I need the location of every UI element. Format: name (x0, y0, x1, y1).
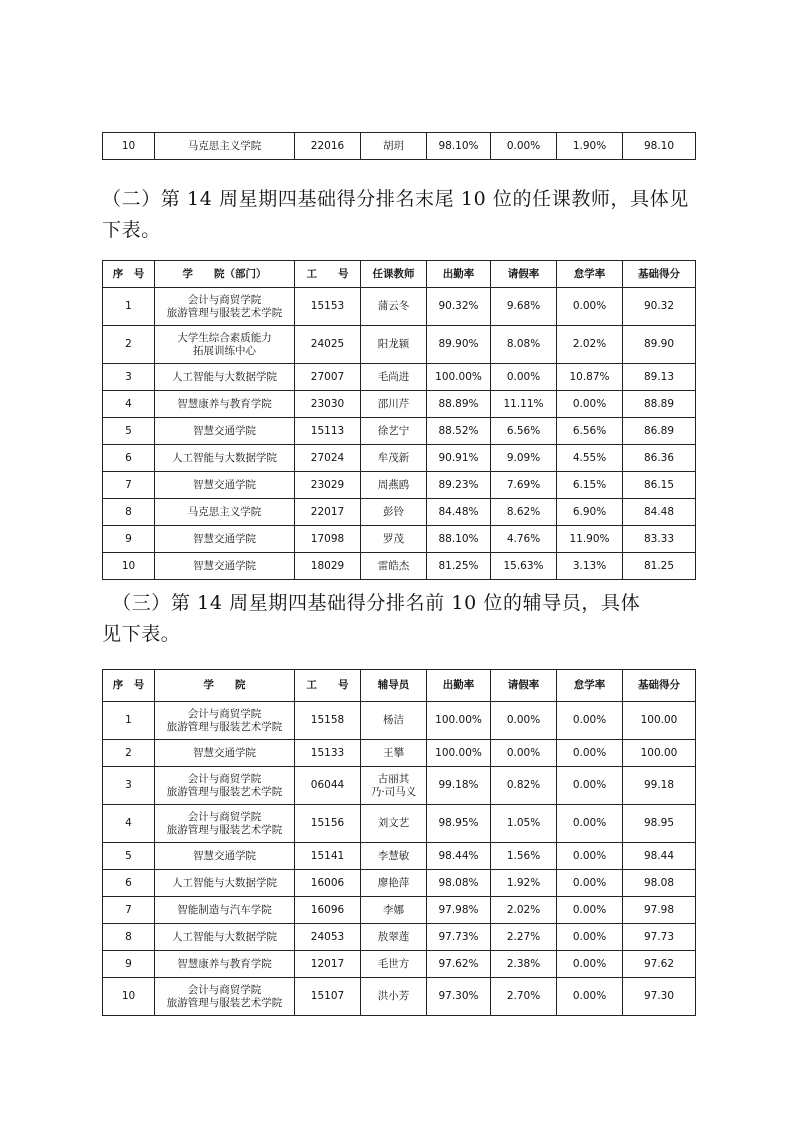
cell-college: 会计与商贸学院 旅游管理与服装艺术学院 (155, 805, 295, 843)
cell-index: 2 (103, 740, 155, 767)
cell-index: 1 (103, 702, 155, 740)
cell-score: 86.36 (623, 445, 696, 472)
cell-person: 刘文艺 (361, 805, 427, 843)
cell-college: 智慧康养与教育学院 (155, 951, 295, 978)
cell-truancy: 6.15% (557, 472, 623, 499)
cell-college: 智慧交通学院 (155, 553, 295, 580)
cell-truancy: 0.00% (557, 805, 623, 843)
cell-truancy: 0.00% (557, 951, 623, 978)
table-row (103, 767, 696, 805)
top-table (102, 132, 696, 160)
section3-heading (102, 588, 702, 650)
cell-college: 会计与商贸学院 旅游管理与服装艺术学院 (155, 288, 295, 326)
table2-header-teacher: 任课教师 (361, 261, 427, 288)
cell-index: 4 (103, 391, 155, 418)
table-row (103, 288, 696, 326)
cell-score: 100.00 (623, 740, 696, 767)
cell-attendance: 97.98% (427, 897, 491, 924)
cell-attendance: 84.48% (427, 499, 491, 526)
section2-heading (102, 184, 702, 246)
cell-person: 毛世方 (361, 951, 427, 978)
cell-attendance: 88.52% (427, 418, 491, 445)
cell-score: 97.62 (623, 951, 696, 978)
table-row (103, 897, 696, 924)
cell-index: 6 (103, 445, 155, 472)
section2-text: （二）第 14 周星期四基础得分排名末尾 10 位的任课教师，具体见 下表。 (102, 188, 689, 241)
table-row (103, 472, 696, 499)
cell-staff-id: 15158 (295, 702, 361, 740)
cell-score: 83.33 (623, 526, 696, 553)
cell-index: 2 (103, 326, 155, 364)
table-row (103, 326, 696, 364)
cell-staff-id: 24053 (295, 924, 361, 951)
cell-leave: 0.00% (491, 364, 557, 391)
cell-leave: 1.56% (491, 843, 557, 870)
table2-header-college: 学 院（部门） (155, 261, 295, 288)
cell-leave: 2.38% (491, 951, 557, 978)
cell-person: 杨洁 (361, 702, 427, 740)
cell-index: 7 (103, 897, 155, 924)
cell-attendance: 89.90% (427, 326, 491, 364)
cell-person: 牟茂新 (361, 445, 427, 472)
cell-index: 9 (103, 951, 155, 978)
cell-college: 智慧康养与教育学院 (155, 391, 295, 418)
cell-score: 98.95 (623, 805, 696, 843)
cell-college: 人工智能与大数据学院 (155, 445, 295, 472)
cell-leave: 1.92% (491, 870, 557, 897)
cell-truancy: 10.87% (557, 364, 623, 391)
cell-score: 98.08 (623, 870, 696, 897)
cell-college: 智慧交通学院 (155, 740, 295, 767)
cell-score: 89.13 (623, 364, 696, 391)
cell-staff-id: 22016 (295, 133, 361, 160)
cell-person: 廖艳萍 (361, 870, 427, 897)
cell-college: 会计与商贸学院 旅游管理与服装艺术学院 (155, 702, 295, 740)
table-row (103, 843, 696, 870)
cell-college: 智慧交通学院 (155, 472, 295, 499)
cell-staff-id: 16096 (295, 897, 361, 924)
cell-attendance: 97.30% (427, 978, 491, 1016)
cell-truancy: 0.00% (557, 391, 623, 418)
table2-header-index: 序 号 (103, 261, 155, 288)
table-row (103, 418, 696, 445)
cell-college: 人工智能与大数据学院 (155, 924, 295, 951)
cell-attendance: 90.32% (427, 288, 491, 326)
table-row (103, 924, 696, 951)
cell-person: 王攀 (361, 740, 427, 767)
cell-person: 胡玥 (361, 133, 427, 160)
cell-attendance: 98.44% (427, 843, 491, 870)
table-row (103, 740, 696, 767)
table3-header-score: 基础得分 (623, 670, 696, 702)
bottom-teachers-table (102, 260, 696, 580)
cell-college: 马克思主义学院 (155, 499, 295, 526)
cell-staff-id: 27024 (295, 445, 361, 472)
cell-leave: 2.70% (491, 978, 557, 1016)
cell-attendance: 100.00% (427, 740, 491, 767)
cell-attendance: 98.08% (427, 870, 491, 897)
cell-staff-id: 17098 (295, 526, 361, 553)
table2-header-attendance: 出勤率 (427, 261, 491, 288)
cell-leave: 8.62% (491, 499, 557, 526)
cell-truancy: 0.00% (557, 702, 623, 740)
table-row (103, 364, 696, 391)
cell-person: 彭铃 (361, 499, 427, 526)
cell-staff-id: 15133 (295, 740, 361, 767)
cell-staff-id: 06044 (295, 767, 361, 805)
cell-leave: 0.00% (491, 133, 557, 160)
cell-index: 3 (103, 767, 155, 805)
cell-attendance: 97.62% (427, 951, 491, 978)
table2-header-leave: 请假率 (491, 261, 557, 288)
cell-leave: 0.00% (491, 702, 557, 740)
table-row (103, 870, 696, 897)
cell-person: 徐艺宁 (361, 418, 427, 445)
cell-leave: 1.05% (491, 805, 557, 843)
cell-score: 90.32 (623, 288, 696, 326)
cell-leave: 0.00% (491, 740, 557, 767)
cell-leave: 15.63% (491, 553, 557, 580)
cell-index: 8 (103, 499, 155, 526)
table-row (103, 553, 696, 580)
cell-truancy: 0.00% (557, 924, 623, 951)
table-row (103, 133, 696, 160)
cell-truancy: 0.00% (557, 870, 623, 897)
cell-index: 10 (103, 553, 155, 580)
cell-leave: 6.56% (491, 418, 557, 445)
cell-staff-id: 15156 (295, 805, 361, 843)
cell-college: 智慧交通学院 (155, 526, 295, 553)
cell-college: 大学生综合素质能力 拓展训练中心 (155, 326, 295, 364)
table-row (103, 805, 696, 843)
cell-attendance: 81.25% (427, 553, 491, 580)
cell-staff-id: 16006 (295, 870, 361, 897)
cell-score: 98.10 (623, 133, 696, 160)
cell-staff-id: 15113 (295, 418, 361, 445)
cell-index: 5 (103, 418, 155, 445)
table-row (103, 978, 696, 1016)
cell-truancy: 2.02% (557, 326, 623, 364)
cell-attendance: 99.18% (427, 767, 491, 805)
table3-header-staff-id: 工 号 (295, 670, 361, 702)
table-row (103, 526, 696, 553)
cell-staff-id: 24025 (295, 326, 361, 364)
cell-staff-id: 15153 (295, 288, 361, 326)
cell-attendance: 98.95% (427, 805, 491, 843)
cell-staff-id: 23029 (295, 472, 361, 499)
table2-header-truancy: 怠学率 (557, 261, 623, 288)
cell-attendance: 88.10% (427, 526, 491, 553)
cell-person: 蒲云冬 (361, 288, 427, 326)
cell-truancy: 6.90% (557, 499, 623, 526)
cell-index: 8 (103, 924, 155, 951)
cell-truancy: 3.13% (557, 553, 623, 580)
cell-score: 97.30 (623, 978, 696, 1016)
cell-staff-id: 23030 (295, 391, 361, 418)
cell-leave: 7.69% (491, 472, 557, 499)
cell-attendance: 97.73% (427, 924, 491, 951)
table2-header-score: 基础得分 (623, 261, 696, 288)
cell-truancy: 0.00% (557, 843, 623, 870)
cell-person: 雷皓杰 (361, 553, 427, 580)
table-row (103, 499, 696, 526)
cell-person: 邵川芹 (361, 391, 427, 418)
table-row (103, 951, 696, 978)
table3-header-truancy: 怠学率 (557, 670, 623, 702)
cell-attendance: 89.23% (427, 472, 491, 499)
cell-truancy: 0.00% (557, 978, 623, 1016)
cell-staff-id: 15107 (295, 978, 361, 1016)
cell-index: 5 (103, 843, 155, 870)
cell-truancy: 0.00% (557, 288, 623, 326)
table3-header-index: 序 号 (103, 670, 155, 702)
cell-attendance: 90.91% (427, 445, 491, 472)
cell-leave: 11.11% (491, 391, 557, 418)
cell-person: 阳龙颍 (361, 326, 427, 364)
cell-college: 人工智能与大数据学院 (155, 364, 295, 391)
cell-college: 人工智能与大数据学院 (155, 870, 295, 897)
cell-score: 81.25 (623, 553, 696, 580)
cell-attendance: 100.00% (427, 364, 491, 391)
cell-person: 洪小芳 (361, 978, 427, 1016)
cell-truancy: 1.90% (557, 133, 623, 160)
cell-college: 智慧交通学院 (155, 843, 295, 870)
cell-score: 86.15 (623, 472, 696, 499)
table3-header-counselor: 辅导员 (361, 670, 427, 702)
table2-header-row (103, 261, 696, 288)
top-counselors-table (102, 669, 696, 1016)
cell-score: 88.89 (623, 391, 696, 418)
cell-score: 97.98 (623, 897, 696, 924)
table-row (103, 391, 696, 418)
cell-person: 毛尚进 (361, 364, 427, 391)
cell-score: 89.90 (623, 326, 696, 364)
cell-score: 86.89 (623, 418, 696, 445)
cell-person: 古丽其 乃·司马义 (361, 767, 427, 805)
cell-truancy: 6.56% (557, 418, 623, 445)
cell-staff-id: 15141 (295, 843, 361, 870)
cell-person: 周燕鸥 (361, 472, 427, 499)
table3-header-row (103, 670, 696, 702)
cell-truancy: 0.00% (557, 740, 623, 767)
cell-staff-id: 27007 (295, 364, 361, 391)
table-row (103, 445, 696, 472)
table2-header-staff-id: 工 号 (295, 261, 361, 288)
cell-index: 4 (103, 805, 155, 843)
cell-index: 3 (103, 364, 155, 391)
cell-index: 6 (103, 870, 155, 897)
cell-attendance: 98.10% (427, 133, 491, 160)
cell-leave: 9.09% (491, 445, 557, 472)
cell-truancy: 0.00% (557, 767, 623, 805)
cell-attendance: 88.89% (427, 391, 491, 418)
cell-leave: 9.68% (491, 288, 557, 326)
cell-leave: 2.02% (491, 897, 557, 924)
cell-score: 99.18 (623, 767, 696, 805)
cell-score: 84.48 (623, 499, 696, 526)
table-row (103, 702, 696, 740)
cell-leave: 0.82% (491, 767, 557, 805)
table3-header-college: 学 院 (155, 670, 295, 702)
cell-truancy: 0.00% (557, 897, 623, 924)
cell-person: 李娜 (361, 897, 427, 924)
cell-leave: 2.27% (491, 924, 557, 951)
cell-person: 李慧敏 (361, 843, 427, 870)
cell-score: 98.44 (623, 843, 696, 870)
cell-staff-id: 18029 (295, 553, 361, 580)
cell-truancy: 4.55% (557, 445, 623, 472)
cell-index: 10 (103, 978, 155, 1016)
cell-index: 10 (103, 133, 155, 160)
table3-body (103, 702, 696, 1016)
cell-college: 智能制造与汽车学院 (155, 897, 295, 924)
table3-header-leave: 请假率 (491, 670, 557, 702)
cell-index: 9 (103, 526, 155, 553)
cell-leave: 8.08% (491, 326, 557, 364)
cell-person: 敖翠莲 (361, 924, 427, 951)
cell-college: 会计与商贸学院 旅游管理与服装艺术学院 (155, 978, 295, 1016)
cell-attendance: 100.00% (427, 702, 491, 740)
cell-person: 罗茂 (361, 526, 427, 553)
cell-staff-id: 12017 (295, 951, 361, 978)
cell-index: 7 (103, 472, 155, 499)
top-table-body (103, 133, 696, 160)
cell-college: 马克思主义学院 (155, 133, 295, 160)
cell-college: 会计与商贸学院 旅游管理与服装艺术学院 (155, 767, 295, 805)
table3-header-attendance: 出勤率 (427, 670, 491, 702)
cell-truancy: 11.90% (557, 526, 623, 553)
cell-score: 97.73 (623, 924, 696, 951)
section3-text: （三）第 14 周星期四基础得分排名前 10 位的辅导员，具体 见下表。 (102, 592, 641, 645)
cell-leave: 4.76% (491, 526, 557, 553)
cell-college: 智慧交通学院 (155, 418, 295, 445)
cell-staff-id: 22017 (295, 499, 361, 526)
cell-score: 100.00 (623, 702, 696, 740)
cell-index: 1 (103, 288, 155, 326)
table2-body (103, 288, 696, 580)
